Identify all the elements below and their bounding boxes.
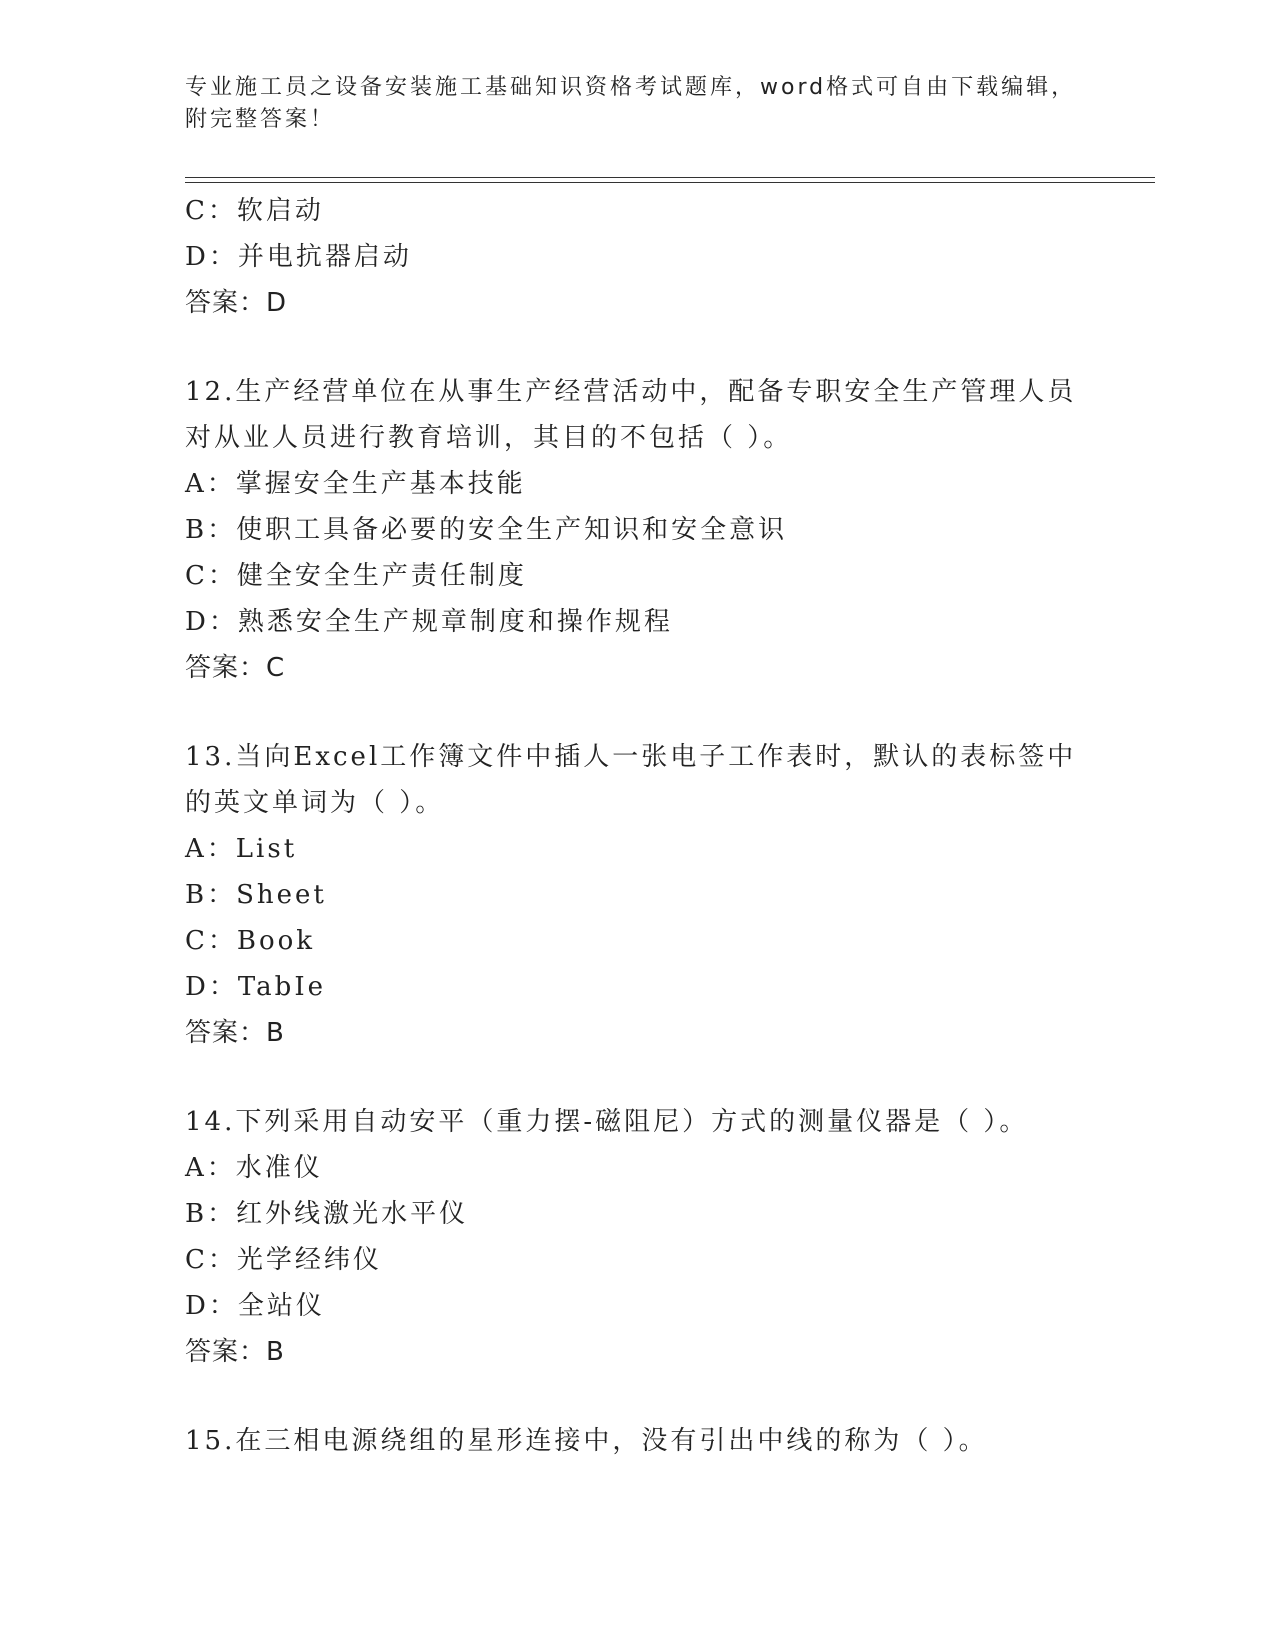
question-stem: 14.下列采用自动安平（重力摆-磁阻尼）方式的测量仪器是（ ）。 — [185, 1107, 1029, 1137]
option-d: D：TabIe — [185, 972, 326, 1002]
option-c: C：光学经纬仪 — [185, 1245, 382, 1275]
option-b: B：红外线激光水平仪 — [185, 1199, 469, 1229]
option-c: C：软启动 — [185, 196, 324, 226]
option-c: C：Book — [185, 926, 316, 956]
question-stem: 对从业人员进行教育培训，其目的不包括（ ）。 — [185, 423, 793, 453]
header-rule-bottom — [185, 182, 1155, 183]
answer-line: 答案：C — [185, 653, 286, 683]
header-line-2: 附完整答案！ — [185, 107, 336, 132]
question-stem: 的英文单词为（ ）。 — [185, 788, 445, 818]
question-stem: 13.当向Excel工作簿文件中插人一张电子工作表时，默认的表标签中 — [185, 742, 1077, 772]
option-d: D：并电抗器启动 — [185, 242, 412, 272]
option-a: A：掌握安全生产基本技能 — [185, 469, 526, 499]
option-a: A：水准仪 — [185, 1153, 323, 1183]
header-rule-top — [185, 177, 1155, 178]
option-b: B：使职工具备必要的安全生产知识和安全意识 — [185, 515, 788, 545]
option-c: C：健全安全生产责任制度 — [185, 561, 527, 591]
option-b: B：Sheet — [185, 880, 327, 910]
document-header — [185, 72, 1085, 136]
header-line-1: 专业施工员之设备安装施工基础知识资格考试题库，word格式可自由下载编辑， — [185, 75, 1077, 100]
question-stem: 15.在三相电源绕组的星形连接中，没有引出中线的称为（ ）。 — [185, 1426, 988, 1456]
answer-line: 答案：D — [185, 288, 288, 318]
option-a: A：List — [185, 834, 298, 864]
answer-line: 答案：B — [185, 1018, 285, 1048]
option-d: D：全站仪 — [185, 1291, 325, 1321]
answer-line: 答案：B — [185, 1337, 285, 1367]
question-list — [185, 188, 1085, 1464]
option-d: D：熟悉安全生产规章制度和操作规程 — [185, 607, 673, 637]
question-stem: 12.生产经营单位在从事生产经营活动中，配备专职安全生产管理人员 — [185, 377, 1077, 407]
